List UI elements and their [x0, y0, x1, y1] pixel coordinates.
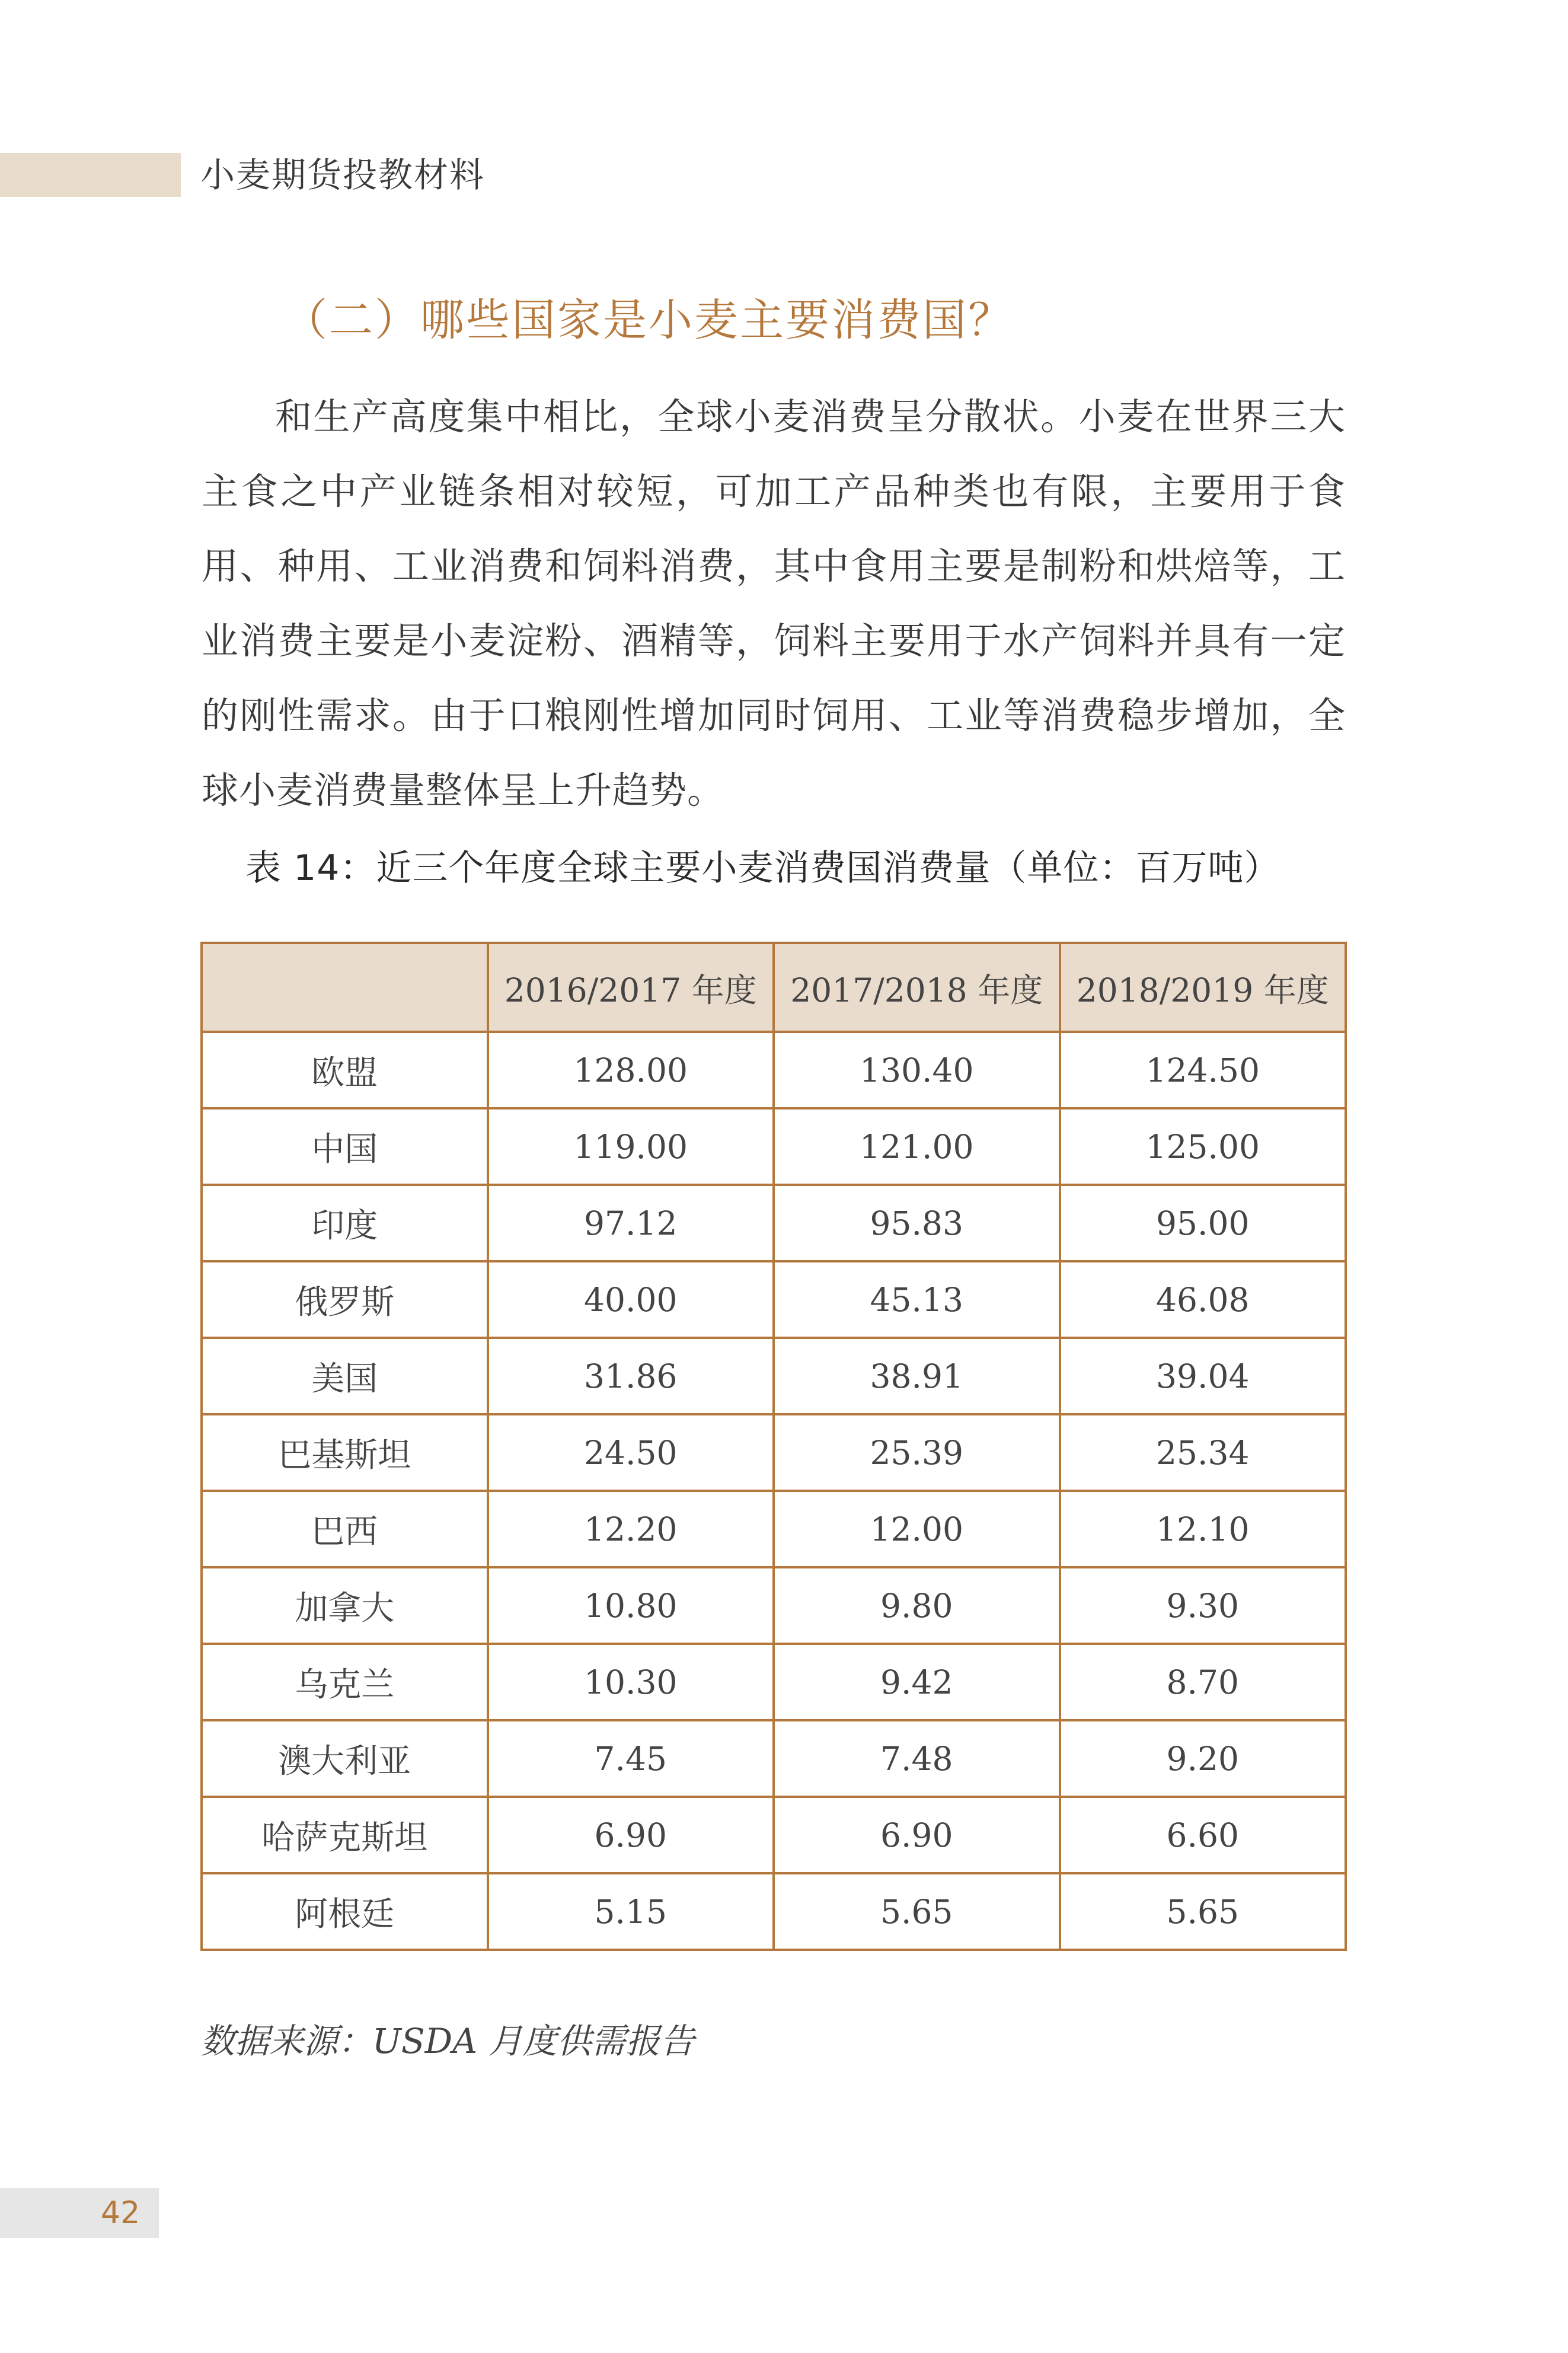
- country-cell: 加拿大: [202, 1567, 488, 1644]
- value-cell: 10.30: [488, 1644, 774, 1720]
- header-cell-blank: [202, 943, 488, 1032]
- value-cell: 40.00: [488, 1261, 774, 1338]
- consumption-table: [200, 942, 1347, 1951]
- value-cell: 119.00: [488, 1108, 774, 1185]
- running-header-title: 小麦期货投教材料: [200, 155, 486, 195]
- value-cell: 31.86: [488, 1338, 774, 1414]
- table-header-row: [202, 943, 1346, 1032]
- value-cell: 7.48: [774, 1720, 1060, 1797]
- table-row: [202, 1261, 1346, 1338]
- country-cell: 美国: [202, 1338, 488, 1414]
- table-row: [202, 1108, 1346, 1185]
- value-cell: 9.80: [774, 1567, 1060, 1644]
- value-cell: 9.42: [774, 1644, 1060, 1720]
- value-cell: 6.90: [488, 1797, 774, 1873]
- country-cell: 乌克兰: [202, 1644, 488, 1720]
- country-cell: 阿根廷: [202, 1873, 488, 1950]
- value-cell: 124.50: [1060, 1032, 1346, 1108]
- value-cell: 12.00: [774, 1491, 1060, 1567]
- value-cell: 121.00: [774, 1108, 1060, 1185]
- data-source-note: 数据来源：USDA 月度供需报告: [200, 2021, 695, 2061]
- value-cell: 6.90: [774, 1797, 1060, 1873]
- country-cell: 印度: [202, 1185, 488, 1261]
- value-cell: 25.39: [774, 1414, 1060, 1491]
- value-cell: 8.70: [1060, 1644, 1346, 1720]
- table-row: [202, 1491, 1346, 1567]
- value-cell: 95.00: [1060, 1185, 1346, 1261]
- header-cell-2016-2017: 2016/2017 年度: [488, 943, 774, 1032]
- value-cell: 5.65: [1060, 1873, 1346, 1950]
- value-cell: 128.00: [488, 1032, 774, 1108]
- value-cell: 95.83: [774, 1185, 1060, 1261]
- section-heading: （二）哪些国家是小麦主要消费国？: [283, 295, 1014, 346]
- table-row: [202, 1185, 1346, 1261]
- value-cell: 25.34: [1060, 1414, 1346, 1491]
- value-cell: 6.60: [1060, 1797, 1346, 1873]
- body-paragraph: 和生产高度集中相比，全球小麦消费呈分散状。小麦在世界三大主食之中产业链条相对较短，可加工产品种类也有限，主要用于食用、种用、工业消费和饲料消费，其中食用主要是制粉和烘焙等，工业消费主要是小麦淀粉、酒精等，饲料主要用于水产饲料并具有一定的刚性需求。由于口粮刚性增加同时饲用、工业等消费稳步增加，全球小麦消费量整体呈上升趋势。: [202, 395, 1346, 812]
- country-cell: 哈萨克斯坦: [202, 1797, 488, 1873]
- table-row: [202, 1414, 1346, 1491]
- header-cell-2017-2018: 2017/2018 年度: [774, 943, 1060, 1032]
- value-cell: 5.15: [488, 1873, 774, 1950]
- value-cell: 45.13: [774, 1261, 1060, 1338]
- table-row: [202, 1567, 1346, 1644]
- table-row: [202, 1797, 1346, 1873]
- country-cell: 欧盟: [202, 1032, 488, 1108]
- value-cell: 7.45: [488, 1720, 774, 1797]
- table-row: [202, 1720, 1346, 1797]
- page-number: 42: [101, 2195, 140, 2231]
- header-cell-2018-2019: 2018/2019 年度: [1060, 943, 1346, 1032]
- value-cell: 125.00: [1060, 1108, 1346, 1185]
- value-cell: 9.20: [1060, 1720, 1346, 1797]
- value-cell: 38.91: [774, 1338, 1060, 1414]
- header-decor-band: [0, 153, 181, 197]
- country-cell: 巴西: [202, 1491, 488, 1567]
- country-cell: 中国: [202, 1108, 488, 1185]
- value-cell: 12.20: [488, 1491, 774, 1567]
- value-cell: 46.08: [1060, 1261, 1346, 1338]
- table-caption: 表 14：近三个年度全球主要小麦消费国消费量（单位：百万吨）: [245, 847, 1280, 889]
- value-cell: 10.80: [488, 1567, 774, 1644]
- table-row: [202, 1338, 1346, 1414]
- value-cell: 97.12: [488, 1185, 774, 1261]
- value-cell: 12.10: [1060, 1491, 1346, 1567]
- country-cell: 巴基斯坦: [202, 1414, 488, 1491]
- table-row: [202, 1644, 1346, 1720]
- table-row: [202, 1873, 1346, 1950]
- value-cell: 130.40: [774, 1032, 1060, 1108]
- table-row: [202, 1032, 1346, 1108]
- value-cell: 39.04: [1060, 1338, 1346, 1414]
- country-cell: 澳大利亚: [202, 1720, 488, 1797]
- country-cell: 俄罗斯: [202, 1261, 488, 1338]
- value-cell: 9.30: [1060, 1567, 1346, 1644]
- value-cell: 5.65: [774, 1873, 1060, 1950]
- value-cell: 24.50: [488, 1414, 774, 1491]
